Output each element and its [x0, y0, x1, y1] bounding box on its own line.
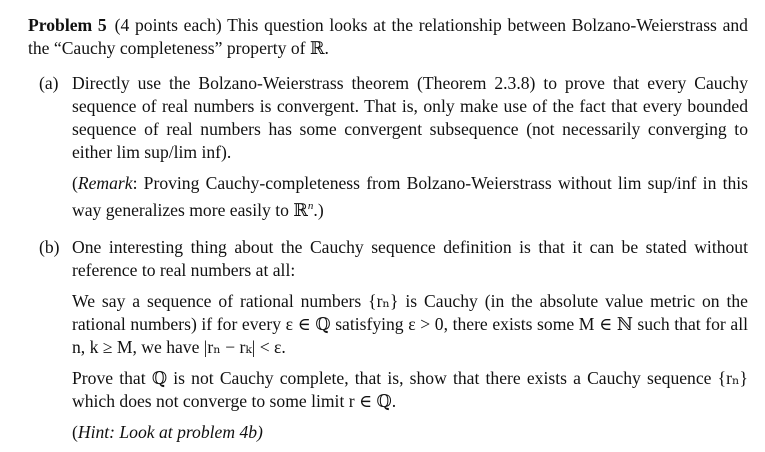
part-a-body: Directly use the Bolzano-Weierstrass theorem (Theorem 2.3.8) to prove that every Cauchy sequence of real numbers is convergent. That is, only make use of the fact that every bounded sequence of real numbers has some convergent subsequence (not necessarily converging to either lim sup/lim inf).	[72, 73, 748, 162]
part-b-definition: We say a sequence of rational numbers {rₙ} is Cauchy (in the absolute value metric on the rational numbers) if for every ε ∈ ℚ satisfying ε > 0, there exists some M ∈ ℕ such that for all n, k ≥ M, we have |rₙ − rₖ| < ε.	[72, 290, 748, 357]
part-a-label: (a)	[39, 73, 59, 93]
remark-text: : Proving Cauchy-completeness from Bolzano-Weierstrass without lim sup/inf in this way generalizes more easily to	[72, 173, 748, 220]
part-b-intro: One interesting thing about the Cauchy sequence definition is that it can be stated without reference to real numbers at all:	[72, 236, 748, 280]
hint-word: Hint	[77, 421, 110, 442]
problem-document	[28, 14, 748, 452]
part-b	[28, 236, 748, 444]
remark-exponent: n	[307, 200, 314, 212]
hint-open-paren: (	[72, 421, 78, 442]
part-b-label: (b)	[39, 236, 60, 257]
remark-close: .)	[313, 199, 324, 220]
remark-word: Remark	[77, 173, 133, 193]
part-b-task: Prove that ℚ is not Cauchy complete, that is, show that there exists a Cauchy sequence {rₙ} which does not converge to some limit r ∈ ℚ.	[72, 367, 748, 411]
problem-intro: This question looks at the relationship between Bolzano-Weierstrass and the “Cauchy completeness” property of ℝ.	[28, 15, 748, 58]
hint-text: : Look at problem 4b)	[109, 421, 263, 442]
part-a	[28, 72, 748, 222]
problem-header	[28, 14, 748, 60]
remark-open-paren: (	[72, 173, 78, 193]
remark-space-symbol: ℝ	[293, 199, 308, 220]
problem-points: (4 points each)	[114, 15, 222, 35]
part-a-remark	[72, 172, 748, 222]
part-b-hint	[72, 421, 748, 444]
problem-title: Problem 5	[28, 15, 107, 35]
